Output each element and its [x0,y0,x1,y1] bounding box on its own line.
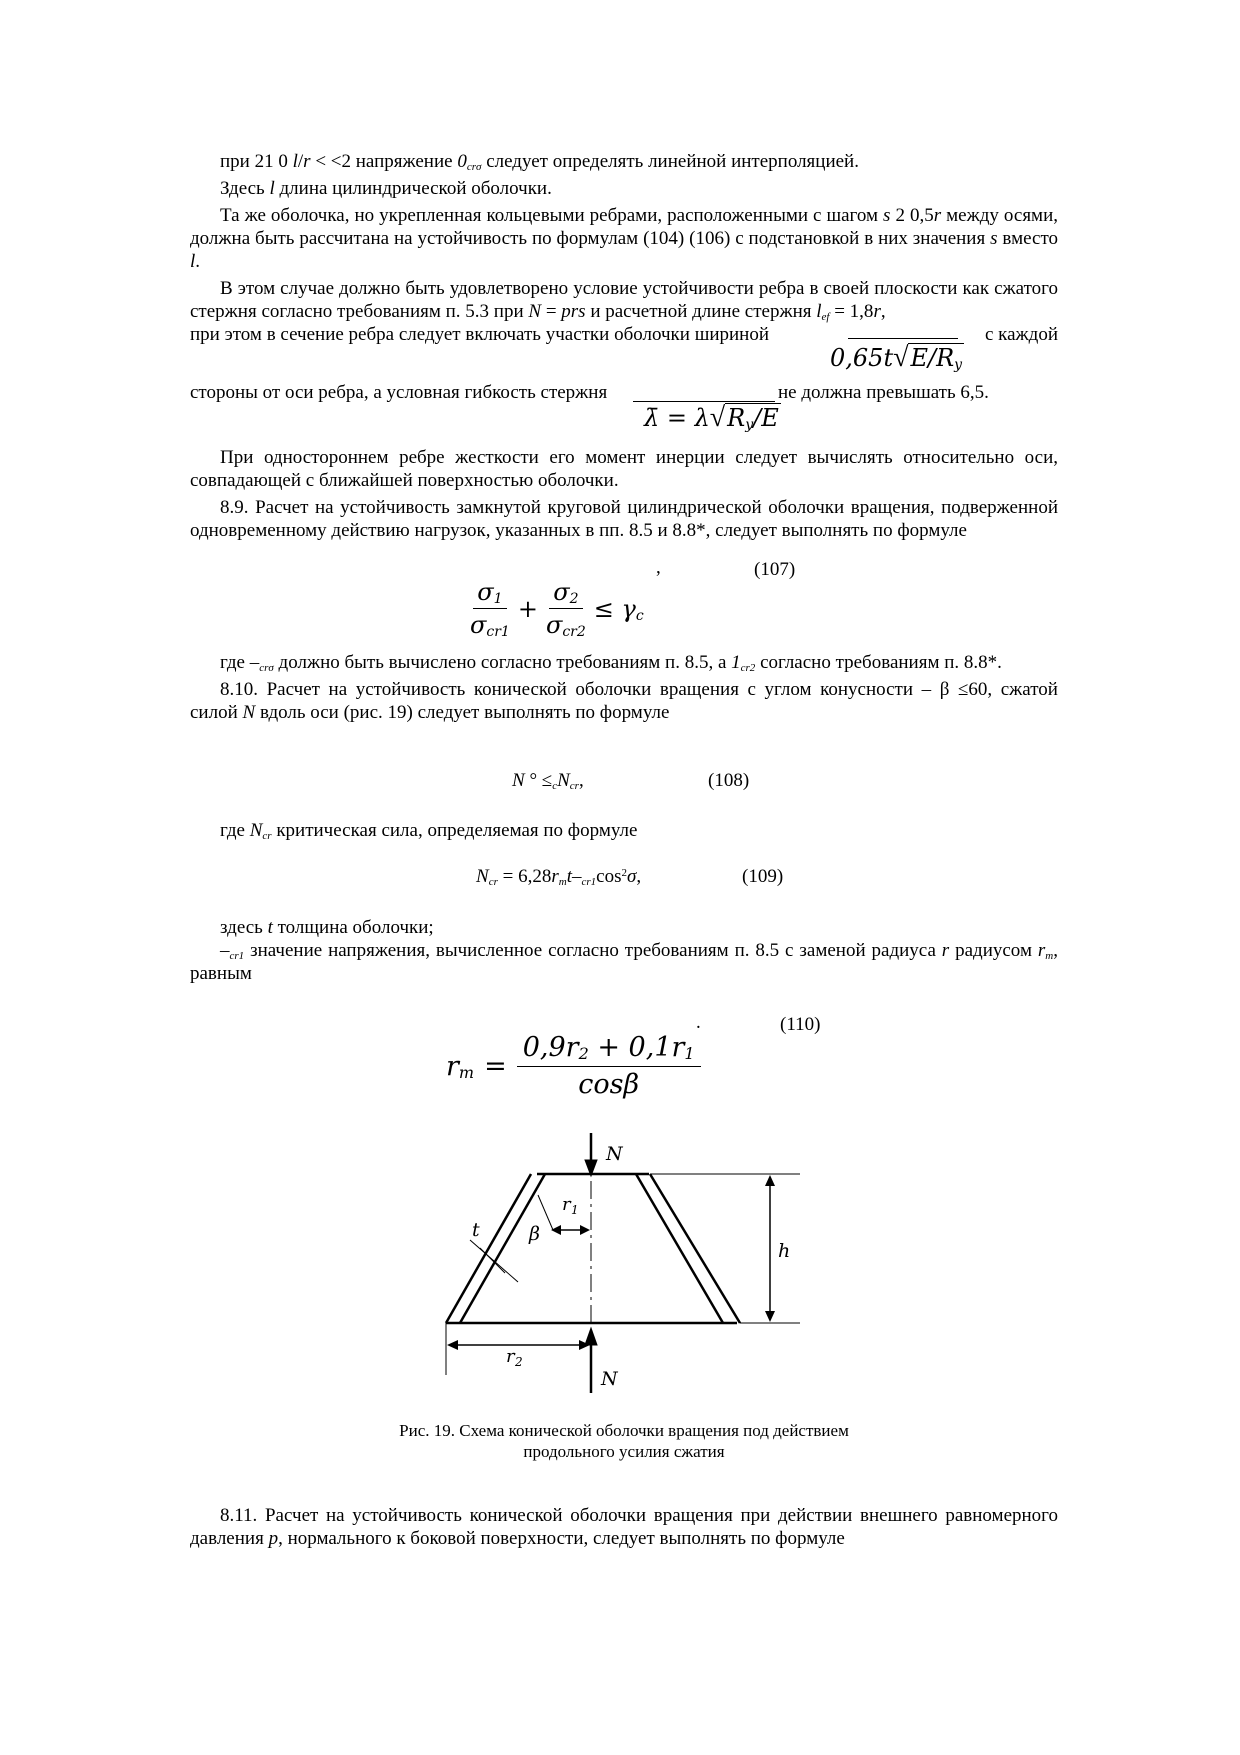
shell-left-wall-outer [446,1174,531,1323]
r1-arrow-left [551,1225,561,1235]
label-r2: r [506,1346,515,1367]
paragraph-sigma-cr1: $-_{cr1}$ значение напряжения, вычисленное согласно требованиям п. 8.5 с заменой радиуса r радиусом $r_m$, равным [190,940,1058,984]
label-beta: β [529,1223,540,1245]
shell-right-wall-inner [636,1174,723,1323]
paragraph-where-ncr: где $N_{cr}$ критическая сила, определяемая по формуле [220,820,638,842]
r1-arrow-right [580,1225,590,1235]
force-arrow-bottom-head [585,1328,597,1345]
equation-number-110: (110) [780,1014,821,1035]
equation-number-108: (108) [708,770,750,791]
page-body-5 [190,1504,1058,1550]
equation-number-109: (109) [742,866,784,887]
t-normal [470,1240,518,1282]
formula-108: N ° $\le_cN_{cr}$, [512,770,584,792]
paragraph-8-9: 8.9. Расчет на устойчивость замкнутой круговой цилиндрической оболочки вращения, подверженной одновременному действию нагрузок, указанных в пп. 8.5 и 8.8*, следует выполнять по формуле [190,497,1058,541]
paragraph-length: Здесь l длина цилиндрической оболочки. [220,178,552,199]
label-N-bottom: N [601,1368,618,1390]
formula-107: $\frac{\sigma_1}{\sigma_{cr1}}$ + $\frac{\sigma_2}{\sigma_{cr2}}$ ≤ $\gamma_c$ [466,578,644,639]
paragraph-rib-stability: В этом случае должно быть удовлетворено условие устойчивости ребра в своей плоскости как сжатого стержня согласно требованиям п. 5.3 при N = prs и расчетной длине стержня $l_{ef} = 1,8r$, [190,278,1058,323]
paragraph-slenderness-end: не должна превышать 6,5. [778,382,989,403]
paragraph-one-sided-rib: При одностороннем ребре жесткости его момент инерции следует вычислять относительно оси, совпадающей с ближайшей поверхностью оболочки. [190,447,1058,491]
equation-number-107: (107) [754,559,796,580]
shell-left-wall-inner [460,1174,545,1323]
label-r1-sub: 1 [571,1203,579,1217]
rib-width-line: при этом в сечение ребра следует включать участки оболочки шириной с каждой [190,324,1058,345]
paragraph-interpolation: при 21 0 l/r < <2 напряжение $0_{cr\sigma}$ следует определять линейной интерполяцией. [220,151,859,173]
label-r2-sub: 2 [515,1355,523,1369]
formula-109: $N_{cr} = 6,28r_mt-_{cr1}\cos^2\sigma$, [476,866,642,888]
sqrt-sign: √ [893,342,909,373]
formula-slenderness: λ̄ = $\lambda√R_y/E$ [644,402,779,433]
paragraph-slenderness: стороны от оси ребра, а условная гибкость стержня [190,382,608,403]
fraction-sigma2: $\frac{\sigma_2}{\sigma_{cr2}}$ [545,578,586,640]
h-arrow-top [765,1175,775,1186]
beta-leader [538,1195,553,1230]
fraction-sigma1: $\frac{\sigma_1}{\sigma_{cr1}}$ [470,578,510,640]
formula-110-dot: . [696,1012,701,1033]
paragraph-thickness: здесь t толщина оболочки; [220,917,434,938]
formula-rib-width: $0,65t√E/R_y$ [830,342,963,373]
fraction-rm: $\frac{0,9r_2 + 0,1r_1}{\cos\beta}$ [517,1032,701,1100]
r2-arrow-left [447,1340,458,1350]
paragraph-where-sigma: где $-_{cr\sigma}$ должно быть вычислено согласно требованиям п. 8.5, а $1_{cr2}$ согласно требованиям п. 8.8*. [220,652,1002,674]
label-N-top: N [606,1143,623,1165]
paragraph-8-11: 8.11. Расчет на устойчивость конической оболочки вращения при действии внешнего равномерного давления p, нормального к боковой поверхности, следует выполнять по формуле [190,1505,1058,1549]
formula-107-comma: , [656,557,661,578]
formula-110: $r_m$ = $\frac{0,9r_2 + 0,1r_1}{\cos\beta}$ [446,1032,701,1100]
h-arrow-bottom [765,1311,775,1322]
label-t: t [472,1219,480,1241]
label-r1: r [562,1194,571,1215]
shell-right-wall-outer [650,1174,740,1323]
label-h: h [778,1240,791,1262]
paragraph-ring-ribs: Та же оболочка, но укрепленная кольцевыми ребрами, расположенными с шагом s 2 0,5r между осями, должна быть рассчитана на устойчивость по формулам (104) (106) с подстановкой в них значения s вместо l. [190,205,1059,272]
paragraph-8-10: 8.10. Расчет на устойчивость конической оболочки вращения с углом конусности – β ≤60, сжатой силой N вдоль оси (рис. 19) следует выполнять по формуле [190,679,1058,723]
figure-caption: Рис. 19. Схема конической оболочки вращения под действием продольного усилия сжатия [399,1421,849,1461]
